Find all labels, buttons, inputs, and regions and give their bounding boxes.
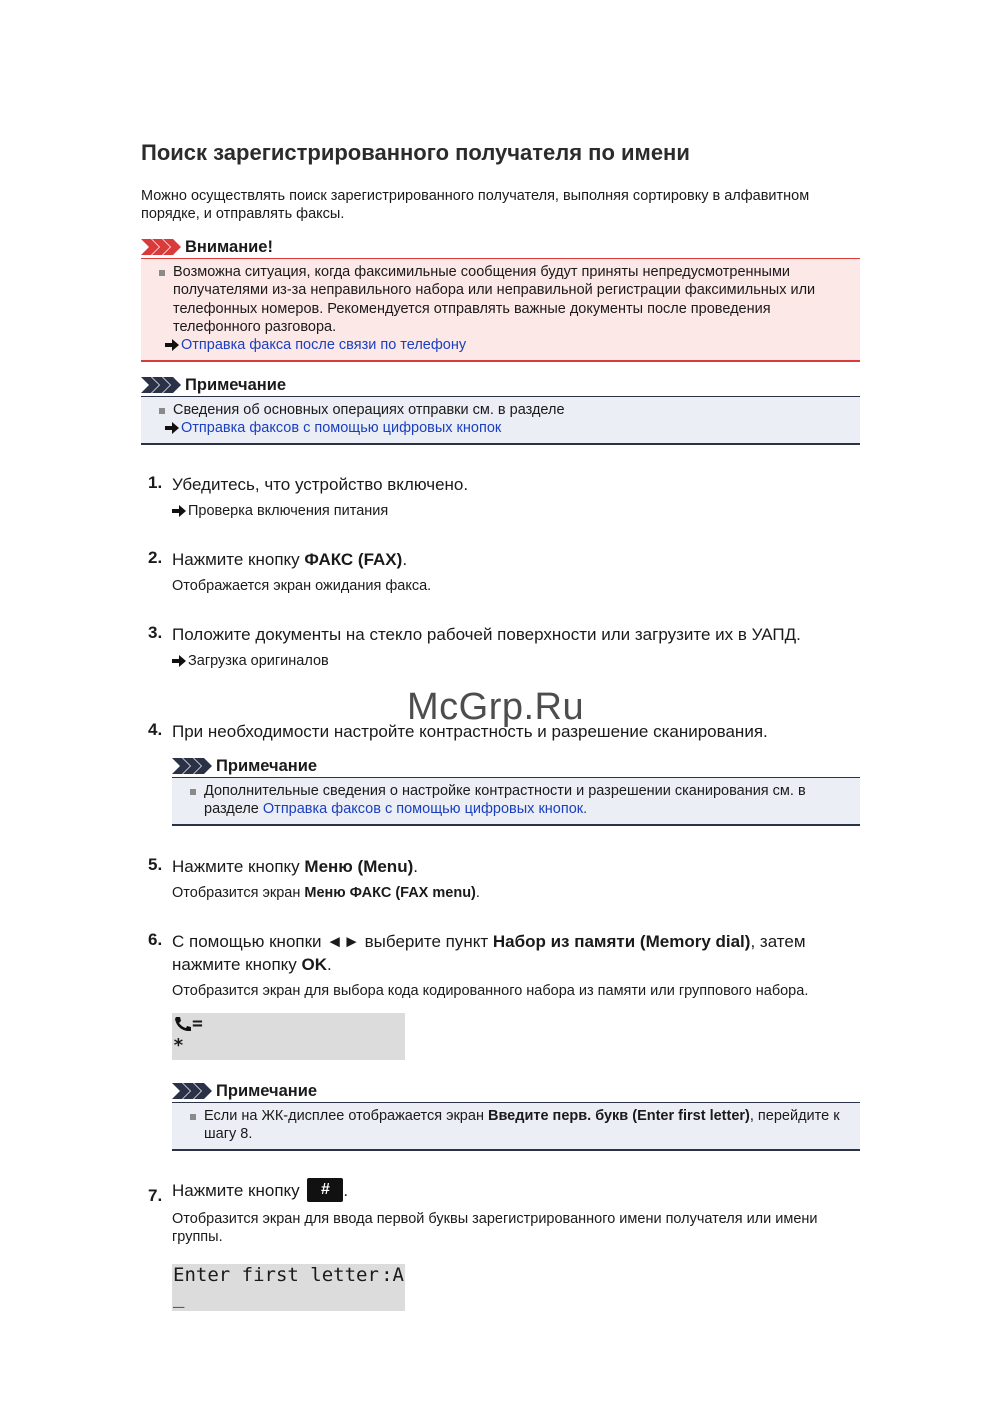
hash-button-icon: # bbox=[307, 1178, 343, 1202]
note-chevrons-icon bbox=[172, 1083, 212, 1099]
step-number: 3. bbox=[148, 623, 163, 642]
note-chevrons-icon bbox=[172, 758, 212, 774]
intro-paragraph: Можно осуществлять поиск зарегистрированного получателя, выполняя сортировку в алфавитном порядке, и отправлять факсы. bbox=[141, 188, 810, 222]
step-number: 5. bbox=[148, 855, 163, 874]
watermark: McGrp.Ru bbox=[407, 686, 585, 728]
note-callout bbox=[172, 1080, 860, 1151]
menu-button-label: Меню (Menu) bbox=[304, 857, 414, 876]
step-2 bbox=[141, 548, 860, 595]
step-text: Нажмите кнопку ФАКС (FAX). bbox=[172, 550, 408, 569]
link-arrow-icon bbox=[172, 655, 186, 667]
step-text: Положите документы на стекло рабочей поверхности или загрузите их в УАПД. bbox=[172, 625, 801, 644]
lcd-line-1: = bbox=[192, 1013, 203, 1034]
step-result: Отобразится экран для ввода первой буквы зарегистрированного имени получателя или имени группы. bbox=[172, 1211, 818, 1245]
note-text: Дополнительные сведения о настройке контрастности и разрешении сканирования см. в разделе Отправка факсов с помощью цифровых кнопок. bbox=[190, 782, 850, 819]
note-heading: Примечание bbox=[216, 756, 318, 775]
note-link[interactable]: Отправка факсов с помощью цифровых кнопок. bbox=[262, 801, 588, 818]
lcd-line-1: Enter first letter bbox=[173, 1264, 379, 1286]
step-link[interactable]: Загрузка оригиналов bbox=[188, 653, 329, 669]
warning-link[interactable]: Отправка факса после связи по телефону bbox=[181, 337, 467, 354]
lcd-screen bbox=[172, 1264, 405, 1311]
link-arrow-icon bbox=[165, 422, 179, 434]
step-number: 7. bbox=[148, 1186, 163, 1205]
step-result: Отобразится экран для выбора кода кодированного набора из памяти или группового набора. bbox=[172, 983, 809, 999]
step-text: Нажмите кнопку Меню (Menu). bbox=[172, 857, 418, 876]
step-link[interactable]: Проверка включения питания bbox=[188, 503, 389, 519]
note-text: Сведения об основных операциях отправки см. в разделе bbox=[159, 401, 850, 419]
step-number: 2. bbox=[148, 548, 163, 567]
warning-callout bbox=[141, 236, 860, 362]
step-6 bbox=[141, 930, 860, 1000]
step-4 bbox=[141, 720, 860, 826]
step-7 bbox=[141, 1178, 860, 1246]
phone-icon bbox=[174, 1016, 192, 1032]
lcd-screen bbox=[172, 1013, 405, 1060]
step-3 bbox=[141, 623, 860, 670]
step-number: 1. bbox=[148, 473, 163, 492]
note-chevrons-icon bbox=[141, 377, 181, 393]
note-link[interactable]: Отправка факсов с помощью цифровых кнопок bbox=[181, 420, 502, 437]
note-text: Если на ЖК-дисплее отображается экран Введите перв. букв (Enter first letter), перейдите к шагу 8. bbox=[190, 1107, 850, 1144]
link-arrow-icon bbox=[172, 505, 186, 517]
lcd-line-2: * bbox=[173, 1035, 184, 1056]
warning-chevrons-icon bbox=[141, 239, 181, 255]
warning-text: Возможна ситуация, когда факсимильные сообщения будут приняты непредусмотренными получателями из-за неправильного набора или неправильной регистрации факсимильных или телефонных номеров. Рекомендуется отправлять важные документы после проведения телефонного разговора. bbox=[159, 263, 850, 336]
step-number: 6. bbox=[148, 930, 163, 949]
step-text: Убедитесь, что устройство включено. bbox=[172, 475, 469, 494]
step-1 bbox=[141, 473, 860, 520]
step-5 bbox=[141, 855, 860, 902]
step-text: Нажмите кнопку # . bbox=[172, 1178, 860, 1202]
note-callout bbox=[172, 755, 860, 826]
warning-heading: Внимание! bbox=[185, 237, 273, 256]
step-result: Отобразится экран Меню ФАКС (FAX menu). bbox=[172, 885, 480, 901]
lcd-mode: :A bbox=[381, 1264, 404, 1286]
page-title: Поиск зарегистрированного получателя по имени bbox=[141, 140, 690, 165]
note-heading: Примечание bbox=[216, 1081, 318, 1100]
note-callout bbox=[141, 374, 860, 445]
lcd-cursor: _ bbox=[173, 1286, 185, 1308]
step-text: При необходимости настройте контрастность и разрешение сканирования. bbox=[172, 722, 768, 741]
step-number: 4. bbox=[148, 720, 163, 739]
arrow-keys-icon: ◄► bbox=[326, 932, 360, 951]
link-arrow-icon bbox=[165, 339, 179, 351]
step-text: С помощью кнопки ◄► выберите пункт Набор из памяти (Memory dial), затем нажмите кнопку OK. bbox=[172, 932, 806, 974]
step-result: Отображается экран ожидания факса. bbox=[172, 578, 432, 594]
fax-button-label: ФАКС (FAX) bbox=[304, 550, 403, 569]
note-heading: Примечание bbox=[185, 375, 287, 394]
